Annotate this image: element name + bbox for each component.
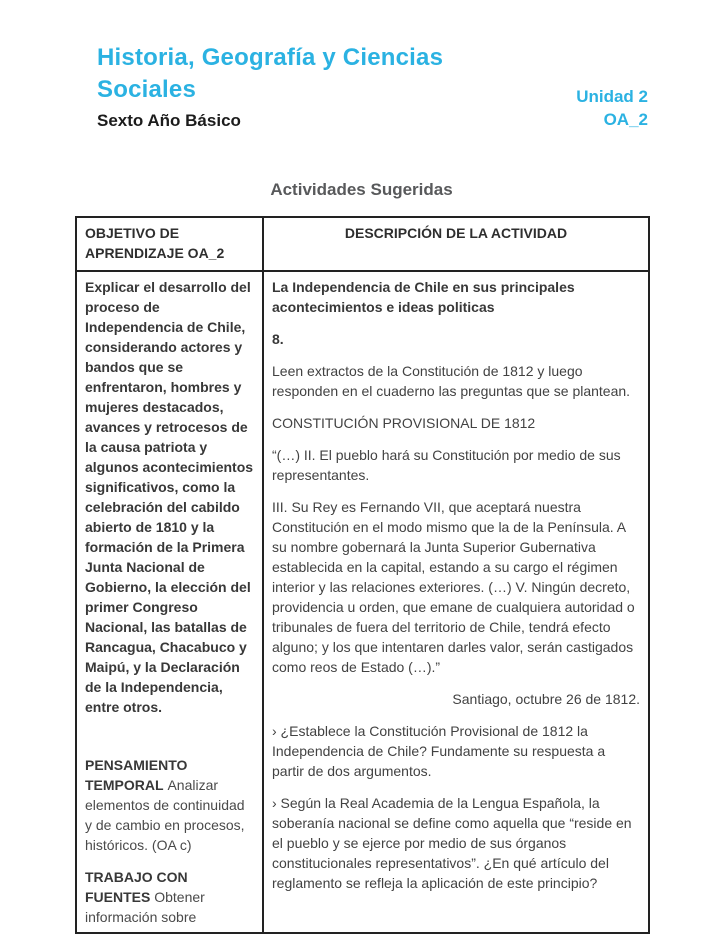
oa-code: OA_2 — [603, 110, 648, 129]
document-header — [97, 42, 648, 132]
question-2: › Según la Real Academia de la Lengua Española, la soberanía nacional se define como aquella que “reside en el pueblo y se ejerce por medio de sus órganos constitucionales representativos”. ¿En qué artículo del reglamento se refleja la aplicación de este principio? — [272, 795, 632, 891]
fuentes-label: TRABAJO CON FUENTES — [85, 869, 188, 905]
table-header-row — [76, 217, 649, 271]
activity-table — [75, 216, 650, 934]
objective-column-header: OBJETIVO DE APRENDIZAJE OA_2 — [76, 217, 263, 271]
activity-intro: Leen extractos de la Constitución de 1812 y luego responden en el cuaderno las preguntas que se plantean. — [272, 363, 631, 399]
pensamiento-text: Analizar elementos de continuidad y de cambio en procesos, históricos. (OA c) — [85, 777, 245, 853]
table-body-row — [76, 271, 649, 933]
constitution-quote-part2: III. Su Rey es Fernando VII, que aceptará nuestra Constitución en el modo mismo que la de la Península. A su nombre gobernará la Junta Superior Gubernativa establecida en la capital, estando a su cargo el régimen interior y las relaciones exteriores. (…) V. Ningún decreto, providencia u orden, que emane de cualquiera autoridad o tribunales de fuera del territorio de Chile, tendrá efecto alguno; y los que intentaren darles valor, serán castigados como reos de Estado (…).” — [272, 499, 635, 675]
constitution-quote-part1: “(…) II. El pueblo hará su Constitución por medio de sus representantes. — [272, 447, 621, 483]
activity-number: 8. — [272, 331, 284, 347]
description-column-header: DESCRIPCIÓN DE LA ACTIVIDAD — [263, 217, 649, 271]
unit-label: Unidad 2 — [576, 87, 648, 106]
fuentes-paragraph — [85, 867, 254, 927]
objective-main-text: Explicar el desarrollo del proceso de Independencia de Chile, considerando actores y bandos que se enfrentaron, hombres y mujeres destacados, avances y retrocesos de la causa patriota y algunos acontecimientos significativos, como la celebración del cabildo abierto de 1810 y la formación de la Primera Junta Nacional de Gobierno, la elección del primer Congreso Nacional, las batallas de Rancagua, Chacabuco y Maipú, y la Declaración de la Independencia, entre otros. — [85, 279, 254, 715]
pensamiento-label: PENSAMIENTO TEMPORAL — [85, 757, 188, 793]
pensamiento-paragraph — [85, 755, 254, 855]
course-title: Historia, Geografía y Ciencias Sociales — [97, 44, 444, 103]
activity-heading: La Independencia de Chile en sus principales acontecimientos e ideas politicas — [272, 279, 575, 315]
objective-cell — [76, 271, 263, 933]
activity-description-cell — [263, 271, 649, 933]
question-1: › ¿Establece la Constitución Provisional de 1812 la Independencia de Chile? Fundamente su respuesta a partir de dos argumentos. — [272, 723, 606, 779]
section-heading: Actividades Sugeridas — [270, 180, 453, 199]
header-left — [97, 42, 517, 132]
fuentes-text: Obtener información sobre — [85, 889, 205, 925]
constitution-title: CONSTITUCIÓN PROVISIONAL DE 1812 — [272, 415, 536, 431]
quote-date: Santiago, octubre 26 de 1812. — [452, 691, 640, 707]
header-right — [576, 85, 648, 132]
grade-level: Sexto Año Básico — [97, 111, 241, 130]
